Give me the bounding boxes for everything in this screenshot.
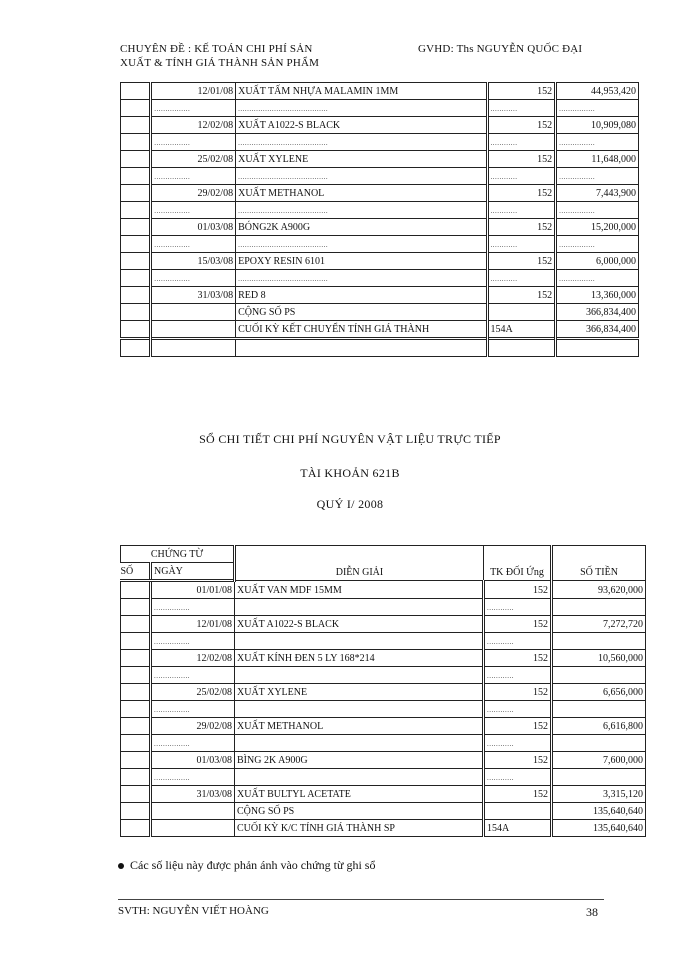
so-cell	[121, 786, 151, 803]
account-cell: 152	[484, 786, 552, 803]
dot-leader: ................	[154, 207, 191, 215]
account-cell: 152	[487, 219, 556, 236]
dot-leader-cell	[121, 100, 151, 117]
dot-leader-cell	[552, 735, 646, 752]
date-cell	[151, 803, 235, 820]
account-cell: 152	[487, 151, 556, 168]
blank-row	[121, 339, 639, 357]
dot-leader-cell	[556, 168, 639, 185]
running-header-left	[120, 42, 319, 70]
date-cell: 29/02/08	[151, 185, 236, 202]
blank-cell	[151, 339, 236, 357]
table-row	[121, 718, 646, 735]
dot-leader-cell	[487, 168, 556, 185]
dot-leader-cell	[556, 202, 639, 219]
dot-leader-cell	[236, 202, 487, 219]
dot-leader-cell	[151, 769, 235, 786]
dot-leader-cell	[121, 270, 151, 287]
dot-leader-cell	[484, 599, 552, 616]
table-row	[121, 684, 646, 701]
so-cell	[121, 616, 151, 633]
blank-cell	[236, 339, 487, 357]
dot-leader-cell	[236, 100, 487, 117]
dot-leader-cell	[121, 667, 151, 684]
dot-leader-cell	[151, 735, 235, 752]
closing-account: 154A	[484, 820, 552, 837]
date-cell: 12/02/08	[151, 650, 235, 667]
footnote	[118, 858, 375, 873]
total-label: CỘNG SỐ PS	[235, 803, 484, 820]
table-row	[121, 185, 639, 202]
dot-leader-row	[121, 769, 646, 786]
so-cell	[121, 83, 151, 100]
dot-leader-cell	[121, 735, 151, 752]
dot-leader: ........................................	[238, 275, 329, 283]
dot-leader-cell	[151, 599, 235, 616]
amount-cell: 10,909,080	[556, 117, 639, 134]
dot-leader-cell	[121, 236, 151, 253]
account-cell	[484, 803, 552, 820]
header-ngay: NGÀY	[151, 563, 235, 581]
dot-leader-cell	[121, 202, 151, 219]
amount-cell: 6,000,000	[556, 253, 639, 270]
dot-leader: ............	[487, 740, 514, 748]
dot-leader-cell	[151, 168, 236, 185]
dot-leader: ............	[487, 774, 514, 782]
amount-cell: 6,656,000	[552, 684, 646, 701]
date-cell: 01/01/08	[151, 581, 235, 599]
table-row	[121, 151, 639, 168]
dot-leader-cell	[151, 633, 235, 650]
account-cell	[487, 304, 556, 321]
amount-cell: 15,200,000	[556, 219, 639, 236]
so-cell	[121, 304, 151, 321]
dot-leader: ............	[487, 672, 514, 680]
date-cell: 01/03/08	[151, 219, 236, 236]
table-row	[121, 752, 646, 769]
account-cell: 152	[484, 752, 552, 769]
dot-leader: ................	[154, 275, 191, 283]
dot-leader-row	[121, 236, 639, 253]
so-cell	[121, 185, 151, 202]
dot-leader: ................	[559, 105, 596, 113]
amount-cell: 44,953,420	[556, 83, 639, 100]
closing-amount: 135,640,640	[552, 820, 646, 837]
total-row	[121, 304, 639, 321]
dot-leader: ............	[490, 105, 518, 113]
description-cell: XUẤT XYLENE	[235, 684, 484, 701]
dot-leader: ................	[154, 241, 191, 249]
dot-leader-cell	[487, 236, 556, 253]
date-cell: 12/01/08	[151, 616, 235, 633]
closing-label: CUỐI KỲ K/C TÍNH GIÁ THÀNH SP	[235, 820, 484, 837]
description-cell: XUẤT BULTYL ACETATE	[235, 786, 484, 803]
date-cell: 12/01/08	[151, 83, 236, 100]
dot-leader: ............	[487, 604, 514, 612]
dot-leader-cell	[484, 667, 552, 684]
header-title-line2: XUẤT & TÍNH GIÁ THÀNH SẢN PHẨM	[120, 57, 320, 69]
so-cell	[121, 718, 151, 735]
total-amount: 366,834,400	[556, 304, 639, 321]
dot-leader-cell	[236, 236, 487, 253]
dot-leader: ........................................	[238, 173, 329, 181]
dot-leader-cell	[487, 100, 556, 117]
account-cell: 152	[487, 253, 556, 270]
account-cell: 152	[484, 581, 552, 599]
dot-leader-cell	[121, 134, 151, 151]
dot-leader: ............	[490, 173, 518, 181]
dot-leader-cell	[487, 134, 556, 151]
dot-leader: ........................................	[238, 241, 329, 249]
description-cell: XUẤT METHANOL	[236, 185, 487, 202]
dot-leader-row	[121, 202, 639, 219]
dot-leader-row	[121, 701, 646, 718]
dot-leader-cell	[487, 270, 556, 287]
dot-leader: ........................................	[238, 139, 329, 147]
dot-leader-row	[121, 134, 639, 151]
dot-leader: ................	[154, 706, 190, 714]
dot-leader-cell	[235, 633, 484, 650]
dot-leader: ............	[490, 275, 518, 283]
dot-leader-cell	[556, 270, 639, 287]
so-cell	[121, 803, 151, 820]
footer-author: SVTH: NGUYỄN VIẾT HOÀNG	[118, 905, 269, 917]
blank-cell	[556, 339, 639, 357]
dot-leader: ................	[154, 105, 191, 113]
account-title: TÀI KHOẢN 621B	[300, 466, 400, 480]
section-title: SỔ CHI TIẾT CHI PHÍ NGUYÊN VẬT LIỆU TRỰC TIẾP	[199, 432, 501, 446]
dot-leader-cell	[151, 701, 235, 718]
dot-leader-row	[121, 735, 646, 752]
dot-leader: ................	[154, 672, 190, 680]
dot-leader: ................	[154, 638, 190, 646]
account-cell: 152	[484, 616, 552, 633]
header-so: SỐ	[121, 563, 151, 581]
so-cell	[121, 219, 151, 236]
description-cell: XUẤT VAN MDF 15MM	[235, 581, 484, 599]
dot-leader: ................	[559, 241, 596, 249]
bullet-icon	[118, 863, 124, 869]
dot-leader-cell	[484, 701, 552, 718]
account-cell: 152	[487, 185, 556, 202]
dot-leader: ............	[490, 207, 518, 215]
table-row	[121, 219, 639, 236]
account-cell: 152	[487, 117, 556, 134]
so-cell	[121, 650, 151, 667]
dot-leader-cell	[552, 769, 646, 786]
closing-account: 154A	[487, 321, 556, 339]
dot-leader: ........................................	[238, 105, 329, 113]
dot-leader-cell	[151, 236, 236, 253]
date-cell: 25/02/08	[151, 151, 236, 168]
table-row	[121, 581, 646, 599]
dot-leader-cell	[121, 701, 151, 718]
dot-leader-cell	[552, 599, 646, 616]
total-label: CỘNG SỐ PS	[236, 304, 487, 321]
header-tk-doi-ung: TK ĐỐI Ứng	[484, 546, 552, 581]
dot-leader-cell	[235, 599, 484, 616]
period-title: QUÝ I/ 2008	[316, 497, 384, 511]
dot-leader-row	[121, 667, 646, 684]
description-cell: XUẤT TẤM NHỰA MALAMIN 1MM	[236, 83, 487, 100]
dot-leader-cell	[121, 168, 151, 185]
dot-leader: ................	[559, 207, 596, 215]
date-cell: 29/02/08	[151, 718, 235, 735]
footer-divider	[118, 899, 604, 900]
date-cell	[151, 304, 236, 321]
account-cell: 152	[484, 650, 552, 667]
amount-cell: 6,616,800	[552, 718, 646, 735]
dot-leader-cell	[121, 599, 151, 616]
header-so-tien: SỐ TIỀN	[552, 546, 646, 581]
description-cell: XUẤT KÍNH ĐEN 5 LY 168*214	[235, 650, 484, 667]
date-cell: 31/03/08	[151, 786, 235, 803]
table-row	[121, 117, 639, 134]
description-cell: XUẤT METHANOL	[235, 718, 484, 735]
table-row	[121, 287, 639, 304]
amount-cell: 7,600,000	[552, 752, 646, 769]
dot-leader-cell	[236, 270, 487, 287]
dot-leader: ................	[154, 740, 190, 748]
total-amount: 135,640,640	[552, 803, 646, 820]
total-row	[121, 803, 646, 820]
dot-leader-cell	[484, 735, 552, 752]
dot-leader-cell	[484, 633, 552, 650]
dot-leader: ................	[154, 139, 191, 147]
dot-leader-cell	[487, 202, 556, 219]
dot-leader: ........................................	[238, 207, 329, 215]
dot-leader-cell	[552, 667, 646, 684]
date-cell	[151, 820, 235, 837]
so-cell	[121, 321, 151, 339]
description-cell: BÓNG2K A900G	[236, 219, 487, 236]
dot-leader: ............	[490, 139, 518, 147]
date-cell: 15/03/08	[151, 253, 236, 270]
dot-leader-cell	[236, 168, 487, 185]
account-cell: 152	[487, 287, 556, 304]
header-dien-giai: DIỄN GIẢI	[235, 546, 484, 581]
dot-leader: ............	[487, 706, 514, 714]
dot-leader-row	[121, 270, 639, 287]
dot-leader-cell	[236, 134, 487, 151]
dot-leader-cell	[235, 701, 484, 718]
table-header-row-1	[121, 546, 646, 563]
date-cell: 12/02/08	[151, 117, 236, 134]
closing-row	[121, 321, 639, 339]
dot-leader: ................	[154, 173, 191, 181]
dot-leader: ............	[490, 241, 518, 249]
table-row	[121, 253, 639, 270]
amount-cell: 3,315,120	[552, 786, 646, 803]
dot-leader-row	[121, 599, 646, 616]
table-row	[121, 650, 646, 667]
amount-cell: 13,360,000	[556, 287, 639, 304]
dot-leader: ................	[559, 173, 596, 181]
description-cell: RED 8	[236, 287, 487, 304]
dot-leader-cell	[151, 270, 236, 287]
dot-leader-cell	[121, 633, 151, 650]
page-number: 38	[586, 905, 598, 919]
so-cell	[121, 117, 151, 134]
blank-cell	[487, 339, 556, 357]
dot-leader-row	[121, 100, 639, 117]
dot-leader-cell	[556, 236, 639, 253]
dot-leader-cell	[552, 633, 646, 650]
description-cell: XUẤT A1022-S BLACK	[236, 117, 487, 134]
date-cell	[151, 321, 236, 339]
so-cell	[121, 151, 151, 168]
dot-leader-row	[121, 633, 646, 650]
dot-leader: ................	[559, 139, 596, 147]
dot-leader: ................	[154, 604, 190, 612]
description-cell: XUẤT XYLENE	[236, 151, 487, 168]
dot-leader-cell	[151, 100, 236, 117]
table-row	[121, 616, 646, 633]
header-chung-tu: CHỨNG TỪ	[121, 546, 235, 563]
date-cell: 25/02/08	[151, 684, 235, 701]
so-cell	[121, 253, 151, 270]
dot-leader-cell	[121, 769, 151, 786]
description-cell: BÌNG 2K A900G	[235, 752, 484, 769]
amount-cell: 11,648,000	[556, 151, 639, 168]
amount-cell: 93,620,000	[552, 581, 646, 599]
account-cell: 152	[484, 718, 552, 735]
account-cell: 152	[484, 684, 552, 701]
so-cell	[121, 752, 151, 769]
dot-leader-cell	[235, 769, 484, 786]
dot-leader-cell	[151, 202, 236, 219]
closing-amount: 366,834,400	[556, 321, 639, 339]
date-cell: 31/03/08	[151, 287, 236, 304]
amount-cell: 10,560,000	[552, 650, 646, 667]
dot-leader-cell	[556, 100, 639, 117]
dot-leader-cell	[151, 134, 236, 151]
dot-leader-row	[121, 168, 639, 185]
closing-row	[121, 820, 646, 837]
dot-leader-cell	[235, 735, 484, 752]
so-cell	[121, 287, 151, 304]
dot-leader: ................	[154, 774, 190, 782]
dot-leader-cell	[552, 701, 646, 718]
ledger-table-621a-continued	[120, 82, 639, 357]
so-cell	[121, 581, 151, 599]
description-cell: XUẤT A1022-S BLACK	[235, 616, 484, 633]
description-cell: EPOXY RESIN 6101	[236, 253, 487, 270]
table-row	[121, 786, 646, 803]
blank-cell	[121, 339, 151, 357]
dot-leader-cell	[484, 769, 552, 786]
table-row	[121, 83, 639, 100]
ledger-table-621b	[120, 545, 646, 837]
date-cell: 01/03/08	[151, 752, 235, 769]
dot-leader-cell	[235, 667, 484, 684]
header-title-line1: CHUYÊN ĐỀ : KẾ TOÁN CHI PHÍ SẢN	[120, 43, 313, 55]
so-cell	[121, 684, 151, 701]
closing-label: CUỐI KỲ KẾT CHUYỂN TÍNH GIÁ THÀNH	[236, 321, 487, 339]
so-cell	[121, 820, 151, 837]
footnote-text: Các số liệu này được phản ánh vào chứng từ ghi sổ	[130, 858, 376, 872]
dot-leader-cell	[151, 667, 235, 684]
amount-cell: 7,272,720	[552, 616, 646, 633]
dot-leader: ............	[487, 638, 514, 646]
account-cell: 152	[487, 83, 556, 100]
dot-leader: ................	[559, 275, 596, 283]
running-header-supervisor: GVHD: Ths NGUYỄN QUỐC ĐẠI	[418, 43, 583, 55]
dot-leader-cell	[556, 134, 639, 151]
amount-cell: 7,443,900	[556, 185, 639, 202]
